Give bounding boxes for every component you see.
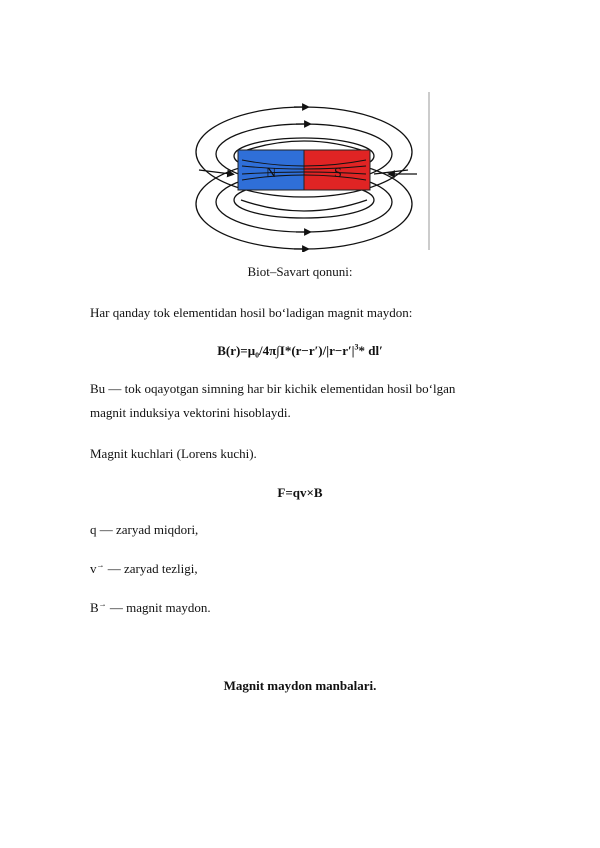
definition-text: — magnit maydon. bbox=[109, 600, 211, 615]
lorentz-formula: F=qv×B bbox=[277, 485, 323, 500]
biot-savart-formula bbox=[0, 343, 600, 359]
formula-main: B(r)=μ₀/4π∫I*(r−r′)/|r−r′| bbox=[217, 343, 355, 358]
definition-text: — zaryad miqdori, bbox=[99, 522, 199, 537]
south-pole-label: S bbox=[334, 166, 342, 181]
definition-item bbox=[90, 522, 198, 538]
definition-symbol: B bbox=[90, 600, 99, 615]
explanation-line-1: Bu — tok oqayotgan simning har bir kichik elementidan hosil bo‘lgan bbox=[90, 381, 456, 396]
lorentz-heading: Magnit kuchlari (Lorens kuchi). bbox=[90, 446, 257, 461]
explanation-line-2: magnit induksiya vektorini hisoblaydi. bbox=[90, 405, 291, 420]
magnetic-field-lines-diagram bbox=[186, 90, 430, 252]
formula-tail: * dl′ bbox=[358, 343, 383, 358]
vector-arrow: → bbox=[98, 599, 107, 609]
definition-item bbox=[90, 600, 211, 616]
definition-item bbox=[90, 561, 198, 577]
intro-paragraph: Har qanday tok elementidan hosil bo‘ladigan magnit maydon: bbox=[90, 305, 413, 320]
north-pole-label: N bbox=[266, 166, 277, 181]
section-title: Magnit maydon manbalari. bbox=[223, 678, 377, 693]
vector-arrow: → bbox=[96, 560, 105, 570]
formula-power: 3 bbox=[354, 342, 359, 352]
figure-caption: Biot–Savart qonuni: bbox=[247, 264, 353, 279]
bar-magnet-figure bbox=[186, 90, 430, 252]
definition-text: — zaryad tezligi, bbox=[107, 561, 198, 576]
definition-symbol: q bbox=[90, 522, 97, 537]
definition-symbol: v bbox=[90, 561, 97, 576]
